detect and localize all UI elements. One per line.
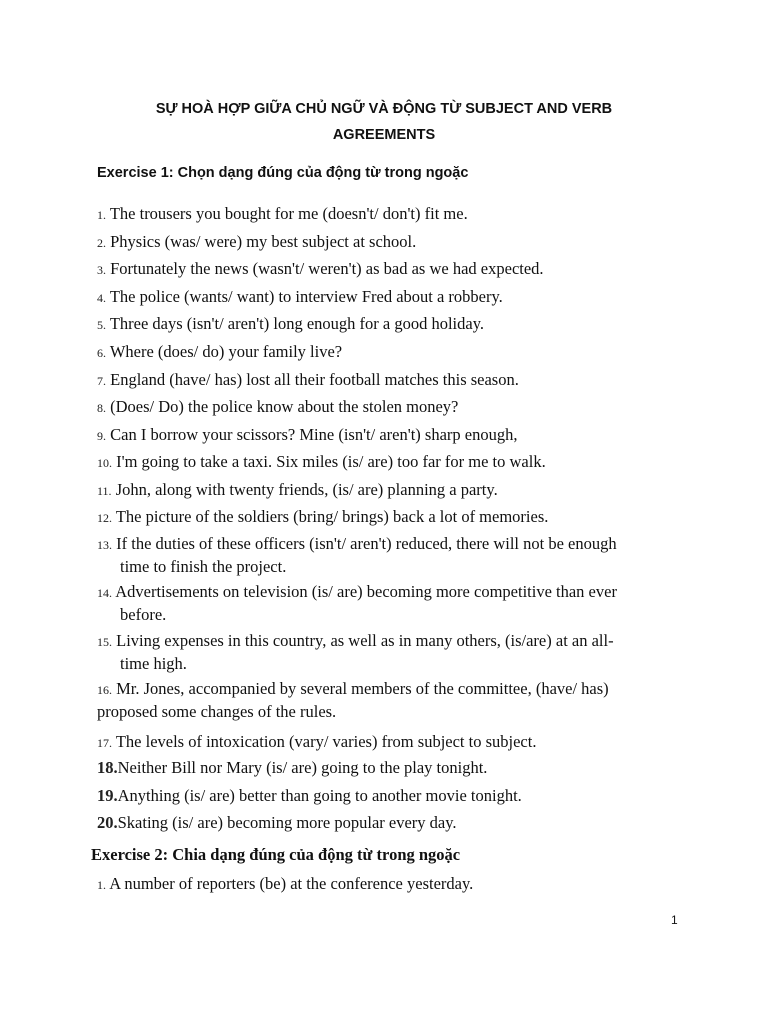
exercise-1-item [97,341,342,364]
item-number: 3. [97,263,106,277]
exercise-1-item [97,479,498,502]
exercise-1-item [97,757,487,778]
item-number: 12. [97,511,112,525]
document-title-line-2: AGREEMENTS [332,127,436,143]
item-text: If the duties of these officers (isn't/ aren't) reduced, there will not be enough [116,534,617,553]
page-number: 1 [671,913,678,927]
exercise-1-item [97,396,458,419]
exercise-1-item [97,231,416,254]
item-text: Fortunately the news (wasn't/ weren't) as bad as we had expected. [110,259,544,278]
item-text: Can I borrow your scissors? Mine (isn't/ aren't) sharp enough, [110,425,518,444]
document-title-line-1: SỰ HOÀ HỢP GIỮA CHỦ NGỮ VÀ ĐỘNG TỪ SUBJECT AND VERB [155,101,613,117]
item-number: 16. [97,683,112,697]
item-number: 11. [97,484,112,498]
item-text: Living expenses in this country, as well as in many others, (is/are) at an all- [116,631,614,650]
exercise-1-item [97,581,617,625]
item-number: 14. [97,586,112,600]
exercise-1-item [97,369,519,392]
exercise-2-heading: Exercise 2: Chia dạng đúng của động từ trong ngoặc [91,845,461,864]
item-text-continued: time high. [120,654,187,673]
item-text: Advertisements on television (is/ are) becoming more competitive than ever [115,582,617,601]
item-text: A number of reporters (be) at the conference yesterday. [109,874,474,893]
item-text-continued: time to finish the project. [120,557,287,576]
item-text: Where (does/ do) your family live? [109,342,343,361]
exercise-1-item [97,258,544,281]
item-number: 6. [97,346,106,360]
item-number: 9. [97,429,106,443]
item-number: 1. [97,208,106,222]
exercise-1-item [97,506,548,529]
exercise-1-item [97,812,457,833]
item-number: 8. [97,401,106,415]
exercise-1-heading: Exercise 1: Chọn dạng đúng của động từ trong ngoặc [97,165,469,181]
exercise-1-item [97,731,536,754]
item-text: The picture of the soldiers (bring/ brings) back a lot of memories. [115,507,549,526]
exercise-1-item [97,678,609,722]
item-text: Physics (was/ were) my best subject at school. [110,232,417,251]
item-text: The trousers you bought for me (doesn't/ don't) fit me. [109,204,468,223]
item-text: England (have/ has) lost all their football matches this season. [110,370,519,389]
item-number: 4. [97,291,106,305]
item-number: 19. [97,786,118,805]
item-number: 17. [97,736,112,750]
item-number: 2. [97,236,106,250]
item-number: 13. [97,538,112,552]
item-text: Mr. Jones, accompanied by several members of the committee, (have/ has) [116,679,609,698]
exercise-1-item [97,785,522,806]
item-number: 15. [97,635,112,649]
exercise-1-item [97,630,614,674]
item-text: Skating (is/ are) becoming more popular every day. [117,813,457,832]
item-text: Neither Bill nor Mary (is/ are) going to the play tonight. [117,758,488,777]
exercise-1-item [97,451,546,474]
item-number: 1. [97,878,106,892]
exercise-1-item [97,286,503,309]
exercise-1-item [97,533,617,577]
exercise-1-item [97,424,518,447]
exercise-2-item [97,873,473,896]
item-text-continued: proposed some changes of the rules. [97,702,337,721]
item-text: I'm going to take a taxi. Six miles (is/ are) too far for me to walk. [116,452,546,471]
item-text: Three days (isn't/ aren't) long enough for a good holiday. [109,314,485,333]
item-number: 7. [97,374,106,388]
item-number: 10. [97,456,112,470]
item-text: (Does/ Do) the police know about the stolen money? [110,397,459,416]
item-text-continued: before. [120,605,167,624]
item-number: 20. [97,813,118,832]
item-number: 18. [97,758,118,777]
exercise-1-item [97,313,484,336]
item-text: The levels of intoxication (vary/ varies) from subject to subject. [115,732,537,751]
exercise-1-item [97,203,468,226]
item-text: Anything (is/ are) better than going to another movie tonight. [117,786,522,805]
item-text: The police (wants/ want) to interview Fred about a robbery. [109,287,503,306]
item-text: John, along with twenty friends, (is/ are) planning a party. [115,480,498,499]
item-number: 5. [97,318,106,332]
